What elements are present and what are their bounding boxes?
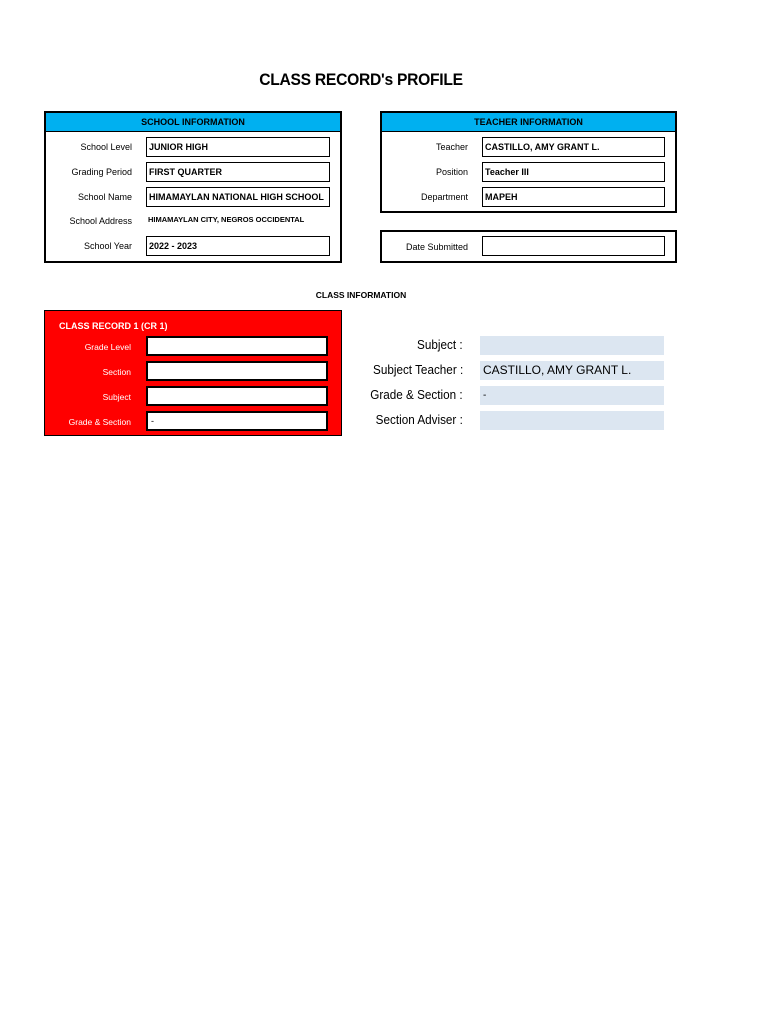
date-submitted-label: Date Submitted [405,242,468,252]
school-information-header: SCHOOL INFORMATION [46,113,340,132]
grade-section-label: Grade & Section [68,417,131,427]
department-field[interactable]: MAPEH [482,187,665,207]
school-year-row [46,235,340,257]
department-row [382,186,675,208]
subject-field[interactable] [146,386,328,406]
position-row [382,161,675,183]
grade-level-field[interactable] [146,336,328,356]
teacher-row [382,136,675,158]
school-year-field[interactable]: 2022 - 2023 [146,236,330,256]
class-information-title: CLASS INFORMATION [315,290,407,300]
date-submitted-panel [380,230,677,263]
department-label: Department [420,192,468,202]
position-field[interactable]: Teacher III [482,162,665,182]
teacher-information-panel [380,111,677,213]
school-address-field[interactable]: HIMAMAYLAN CITY, NEGROS OCCIDENTAL [146,211,330,231]
date-submitted-field[interactable] [482,236,665,256]
grade-section-field[interactable]: - [146,411,328,431]
section-label: Section [102,367,131,377]
school-address-row [46,210,340,232]
class-record-panel [44,310,342,436]
summary-section-adviser-label: Section Adviser : [375,412,463,427]
school-level-field[interactable]: JUNIOR HIGH [146,137,330,157]
summary-subject-value [480,336,664,355]
position-label: Position [435,167,468,177]
summary-subject-label: Subject : [417,337,463,352]
school-information-panel [44,111,342,263]
teacher-information-header: TEACHER INFORMATION [382,113,675,132]
school-level-label: School Level [80,142,132,152]
school-level-row [46,136,340,158]
class-record-title: CLASS RECORD 1 (CR 1) [59,321,168,331]
school-year-label: School Year [83,241,132,251]
summary-subject-teacher-value: CASTILLO, AMY GRANT L. [480,361,664,380]
subject-label: Subject [102,392,131,402]
teacher-field[interactable]: CASTILLO, AMY GRANT L. [482,137,665,157]
school-address-label: School Address [69,216,132,226]
grading-period-field[interactable]: FIRST QUARTER [146,162,330,182]
grading-period-label: Grading Period [71,167,132,177]
grade-level-label: Grade Level [84,342,131,352]
summary-grade-section-value: - [480,386,664,405]
summary-section-adviser-value [480,411,664,430]
school-name-label: School Name [77,192,132,202]
page-title: CLASS RECORD's PROFILE [259,70,463,89]
school-name-row [46,186,340,208]
summary-subject-teacher-label: Subject Teacher : [372,362,463,377]
school-name-field[interactable]: HIMAMAYLAN NATIONAL HIGH SCHOOL [146,187,330,207]
summary-grade-section-label: Grade & Section : [370,387,463,402]
teacher-label: Teacher [435,142,468,152]
section-field[interactable] [146,361,328,381]
grading-period-row [46,161,340,183]
